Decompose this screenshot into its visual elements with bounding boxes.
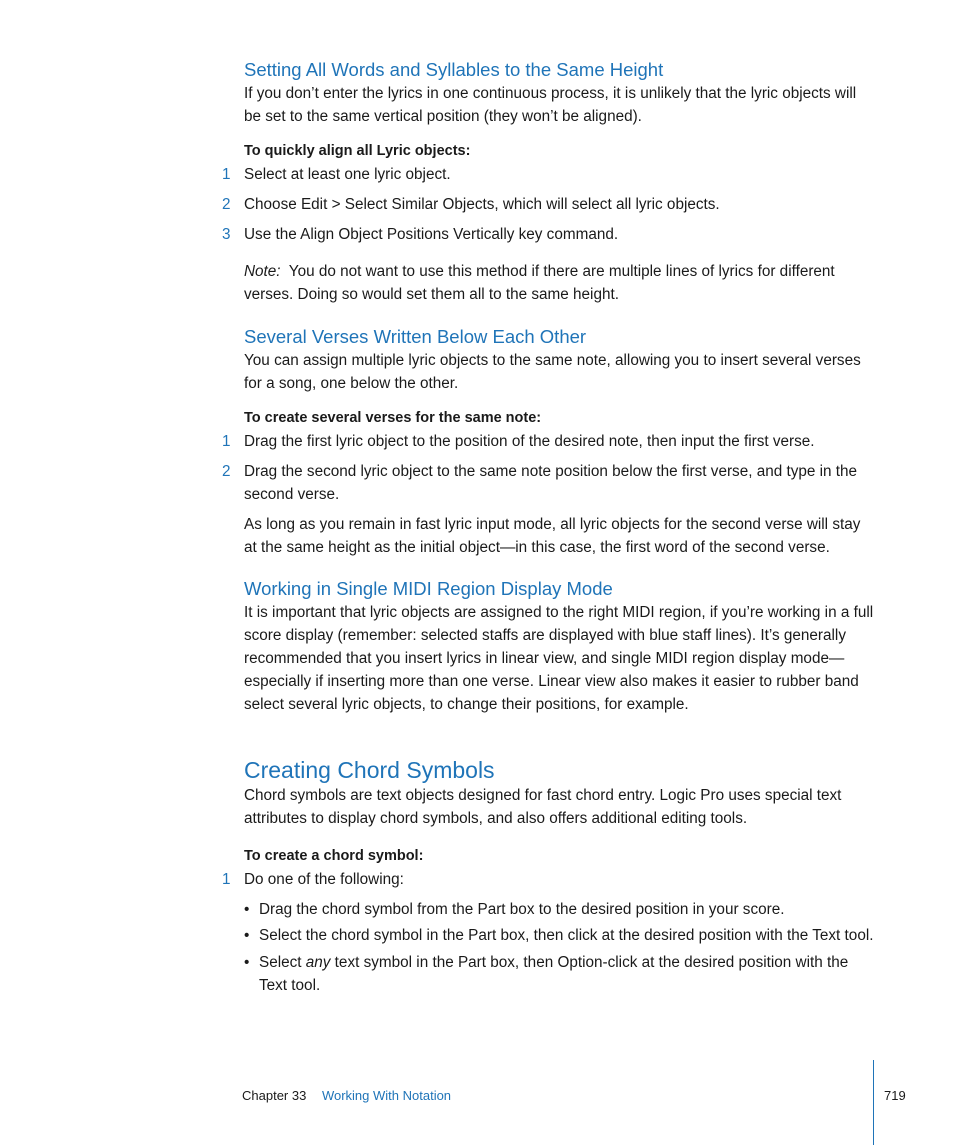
step-text: Choose Edit > Select Similar Objects, which will select all lyric objects. bbox=[244, 196, 720, 213]
note-text: You do not want to use this method if there are multiple lines of lyrics for different verses. Doing so would set them all to the same height. bbox=[244, 263, 835, 303]
page-content bbox=[222, 58, 874, 997]
chapter-section-title: Creating Chord Symbols bbox=[244, 757, 495, 783]
section-heading-several-verses: Several Verses Written Below Each Other bbox=[244, 326, 587, 347]
bullet-dot: • bbox=[244, 901, 250, 918]
bullet-dot: • bbox=[244, 927, 250, 944]
section-heading-single-midi: Working in Single MIDI Region Display Mode bbox=[244, 578, 613, 599]
footer-chapter-title: Working With Notation bbox=[321, 1088, 452, 1103]
bullet-text-emphasis: any bbox=[305, 954, 331, 971]
task-heading: To quickly align all Lyric objects: bbox=[244, 143, 471, 159]
step-item bbox=[222, 193, 874, 216]
section-paragraph: As long as you remain in fast lyric input mode, all lyric objects for the second verse will stay at the same height as the initial object—in this case, the first word of the second verse. bbox=[244, 516, 861, 556]
bullet-item bbox=[244, 951, 874, 997]
step-text: Drag the second lyric object to the same note position below the first verse, and type in the second verse. bbox=[244, 463, 858, 503]
bullet-text-before: Select bbox=[259, 954, 306, 971]
bullet-text: Select the chord symbol in the Part box, then click at the desired position with the Text tool. bbox=[259, 927, 874, 944]
step-text: Drag the first lyric object to the position of the desired note, then input the first verse. bbox=[244, 433, 815, 450]
bullet-item bbox=[244, 924, 874, 947]
section-intro: You can assign multiple lyric objects to the same note, allowing you to insert several verses for a song, one below the other. bbox=[244, 352, 861, 392]
step-number: 2 bbox=[222, 463, 231, 480]
step-item bbox=[222, 868, 874, 891]
step-text: Select at least one lyric object. bbox=[244, 166, 451, 183]
note-label: Note: bbox=[244, 263, 281, 280]
footer-divider bbox=[873, 1060, 874, 1145]
bullet-text-after: text symbol in the Part box, then Option-click at the desired position with the Text tool. bbox=[259, 954, 849, 994]
page-footer bbox=[242, 1088, 451, 1103]
step-item bbox=[222, 223, 874, 246]
footer-chapter: Chapter 33 bbox=[242, 1088, 307, 1103]
section-intro: If you don’t enter the lyrics in one continuous process, it is unlikely that the lyric objects will be set to the same vertical position (they won’t be aligned). bbox=[244, 85, 857, 125]
page-number: 719 bbox=[884, 1088, 906, 1103]
step-item bbox=[222, 430, 874, 453]
bullet-item bbox=[244, 898, 874, 921]
bullet-dot: • bbox=[244, 954, 250, 971]
note-paragraph bbox=[244, 260, 874, 306]
task-heading: To create a chord symbol: bbox=[244, 848, 424, 864]
bullet-text: Drag the chord symbol from the Part box to the desired position in your score. bbox=[259, 901, 785, 918]
step-item bbox=[222, 460, 874, 506]
step-number: 1 bbox=[222, 433, 231, 450]
section-intro: Chord symbols are text objects designed for fast chord entry. Logic Pro uses special text attributes to display chord symbols, and also offers additional editing tools. bbox=[244, 787, 842, 827]
step-text: Use the Align Object Positions Vertically key command. bbox=[244, 226, 619, 243]
section-intro: It is important that lyric objects are assigned to the right MIDI region, if you’re working in a full score display (remember: selected staffs are displayed with blue staff lines). It’s generally recommended that you insert lyrics in linear view, and single MIDI region display mode—especially if inserting more than one verse. Linear view also makes it easier to rubber band select several lyric objects, to change their positions, for example. bbox=[244, 604, 874, 713]
step-number: 1 bbox=[222, 871, 231, 888]
step-number: 1 bbox=[222, 166, 231, 183]
task-heading: To create several verses for the same note: bbox=[244, 410, 542, 426]
section-heading-same-height: Setting All Words and Syllables to the Same Height bbox=[244, 59, 664, 80]
step-text: Do one of the following: bbox=[244, 871, 404, 888]
step-number: 3 bbox=[222, 226, 231, 243]
step-number: 2 bbox=[222, 196, 231, 213]
step-item bbox=[222, 163, 874, 186]
